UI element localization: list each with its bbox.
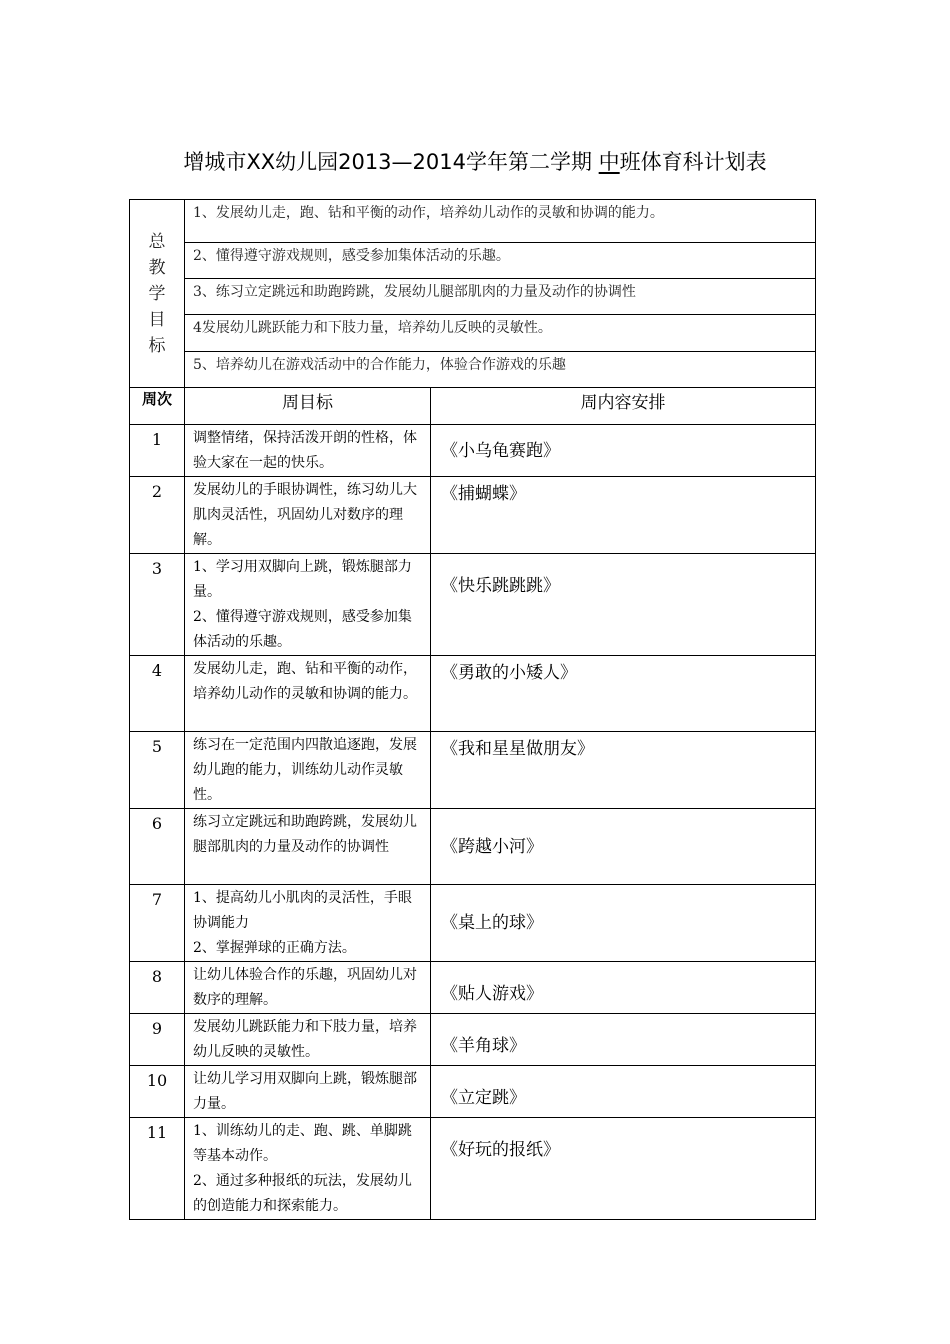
week-activity: 《好玩的报纸》 (431, 1118, 816, 1220)
table-row (130, 732, 816, 809)
week-number: 6 (130, 809, 185, 885)
week-activity: 《跨越小河》 (431, 809, 816, 885)
table-row (130, 962, 816, 1014)
week-target: 1、提高幼儿小肌肉的灵活性，手眼协调能力 2、掌握弹球的正确方法。 (185, 885, 431, 962)
week-target: 发展幼儿走，跑、钻和平衡的动作，培养幼儿动作的灵敏和协调的能力。 (185, 656, 431, 732)
week-target: 让幼儿学习用双脚向上跳，锻炼腿部力量。 (185, 1066, 431, 1118)
page-title (0, 147, 950, 177)
title-main: 增城市XX幼儿园2013—2014学年第二学期 (183, 150, 599, 174)
table-header-row (130, 388, 816, 425)
week-number: 2 (130, 477, 185, 554)
table-row (130, 425, 816, 477)
week-activity: 《小乌龟赛跑》 (431, 425, 816, 477)
table-row (130, 1118, 816, 1220)
overall-goal-2: 2、懂得遵守游戏规则，感受参加集体活动的乐趣。 (185, 243, 816, 279)
week-activity: 《勇敢的小矮人》 (431, 656, 816, 732)
header-content: 周内容安排 (431, 388, 816, 425)
table-row (130, 809, 816, 885)
week-target: 发展幼儿跳跃能力和下肢力量，培养幼儿反映的灵敏性。 (185, 1014, 431, 1066)
week-target: 1、训练幼儿的走、跑、跳、单脚跳等基本动作。 2、通过多种报纸的玩法，发展幼儿的创造能力和探索能力。 (185, 1118, 431, 1220)
week-activity: 《立定跳》 (431, 1066, 816, 1118)
week-target: 让幼儿体验合作的乐趣，巩固幼儿对数序的理解。 (185, 962, 431, 1014)
title-rest: 班体育科计划表 (619, 150, 767, 174)
table-row (130, 656, 816, 732)
week-number: 1 (130, 425, 185, 477)
week-target: 调整情绪，保持活泼开朗的性格，体验大家在一起的快乐。 (185, 425, 431, 477)
week-target: 练习立定跳远和助跑跨跳，发展幼儿腿部肌肉的力量及动作的协调性 (185, 809, 431, 885)
overall-goal-1: 1、发展幼儿走，跑、钻和平衡的动作，培养幼儿动作的灵敏和协调的能力。 (185, 200, 816, 243)
week-activity: 《捕蝴蝶》 (431, 477, 816, 554)
week-number: 11 (130, 1118, 185, 1220)
week-activity: 《快乐跳跳跳》 (431, 554, 816, 656)
overall-goals-label: 总 教 学 目 标 (130, 200, 185, 388)
overall-goal-4: 4发展幼儿跳跃能力和下肢力量，培养幼儿反映的灵敏性。 (185, 315, 816, 352)
week-activity: 《羊角球》 (431, 1014, 816, 1066)
week-number: 7 (130, 885, 185, 962)
week-target: 1、学习用双脚向上跳，锻炼腿部力量。 2、懂得遵守游戏规则，感受参加集体活动的乐趣。 (185, 554, 431, 656)
week-activity: 《桌上的球》 (431, 885, 816, 962)
week-number: 4 (130, 656, 185, 732)
week-target: 发展幼儿的手眼协调性，练习幼儿大肌肉灵活性，巩固幼儿对数序的理解。 (185, 477, 431, 554)
week-number: 8 (130, 962, 185, 1014)
table-row (130, 1014, 816, 1066)
header-week: 周次 (130, 388, 185, 425)
plan-table (129, 199, 816, 1220)
week-target: 练习在一定范围内四散追逐跑，发展幼儿跑的能力，训练幼儿动作灵敏性。 (185, 732, 431, 809)
overall-goal-3: 3、练习立定跳远和助跑跨跳，发展幼儿腿部肌肉的力量及动作的协调性 (185, 279, 816, 315)
table-row (130, 1066, 816, 1118)
table-row (130, 554, 816, 656)
week-number: 5 (130, 732, 185, 809)
table-row (130, 477, 816, 554)
overall-goal-5: 5、培养幼儿在游戏活动中的合作能力，体验合作游戏的乐趣 (185, 352, 816, 388)
week-number: 3 (130, 554, 185, 656)
week-number: 10 (130, 1066, 185, 1118)
week-activity: 《我和星星做朋友》 (431, 732, 816, 809)
table-row (130, 885, 816, 962)
week-number: 9 (130, 1014, 185, 1066)
week-activity: 《贴人游戏》 (431, 962, 816, 1014)
title-underlined-class: 中 (598, 150, 620, 174)
header-target: 周目标 (185, 388, 431, 425)
